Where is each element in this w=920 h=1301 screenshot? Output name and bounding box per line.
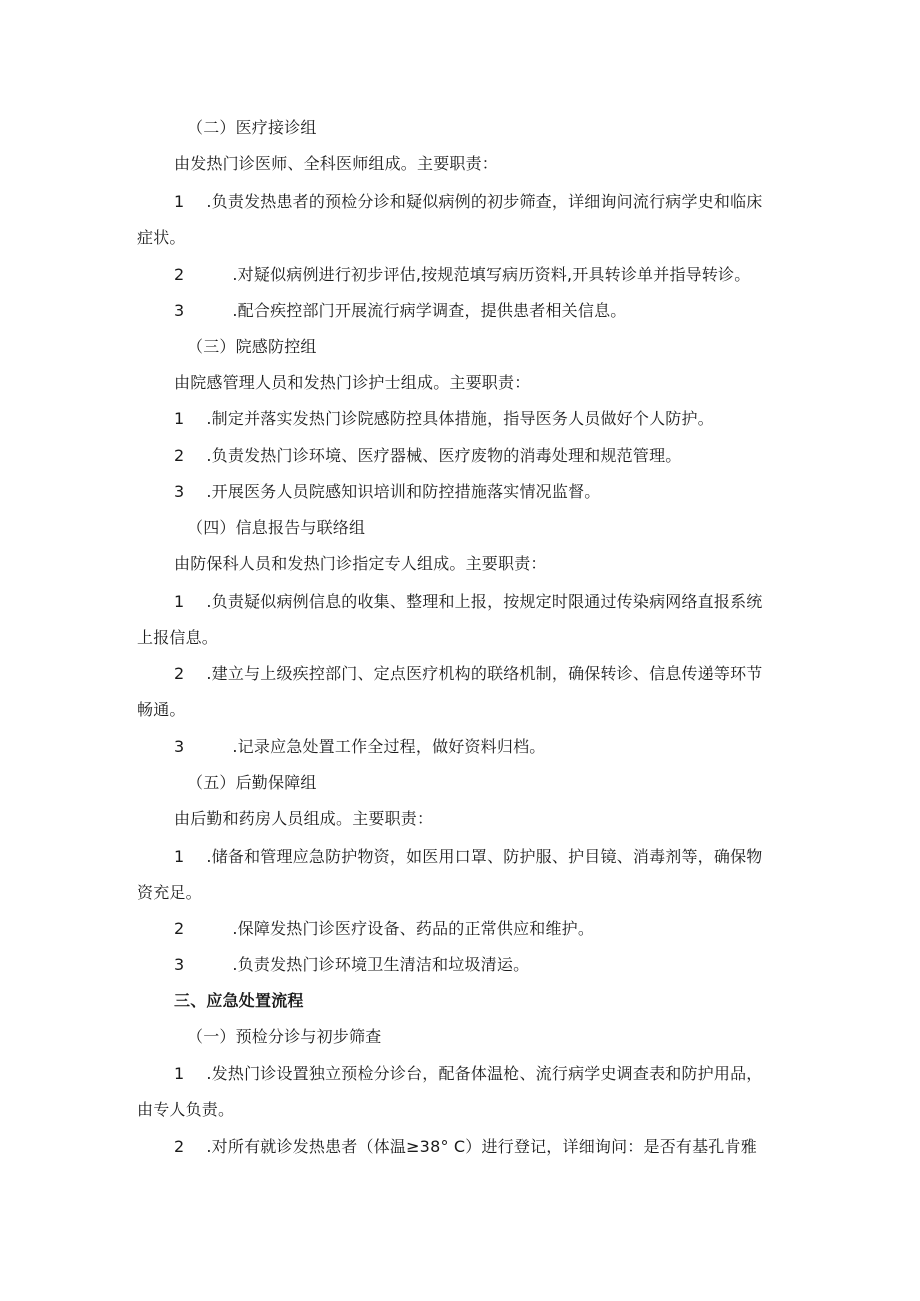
list-item-number: 2	[174, 265, 185, 284]
line-text: （一）预检分诊与初步筛查	[187, 1027, 382, 1046]
list-item-number: 2	[174, 1137, 185, 1156]
line-text: .负责疑似病例信息的收集、整理和上报，按规定时限通过传染病网络直报系统	[206, 592, 763, 611]
line-text: .保障发热门诊医疗设备、药品的正常供应和维护。	[232, 919, 595, 938]
list-item	[174, 737, 545, 757]
paragraph-line	[174, 554, 547, 574]
line-text: 三、应急处置流程	[174, 991, 304, 1010]
line-text: 由发热门诊医师、全科医师组成。主要职责：	[174, 154, 499, 173]
list-item	[174, 1137, 757, 1157]
list-item-number: 2	[174, 919, 185, 938]
list-item	[174, 446, 681, 466]
line-text: .制定并落实发热门诊院感防控具体措施，指导医务人员做好个人防护。	[206, 409, 714, 428]
line-text: .发热门诊设置独立预检分诊台，配备体温枪、流行病学史调查表和防护用品，	[206, 1064, 763, 1083]
line-text: .负责发热患者的预检分诊和疑似病例的初步筛查，详细询问流行病学史和临床	[206, 192, 763, 211]
list-item	[174, 919, 594, 939]
line-text: .记录应急处置工作全过程，做好资料归档。	[232, 737, 546, 756]
line-text: 由院感管理人员和发热门诊护士组成。主要职责：	[174, 373, 531, 392]
list-item	[174, 664, 762, 684]
list-item-continuation	[137, 228, 186, 248]
list-item-number: 1	[174, 409, 185, 428]
list-item-continuation	[137, 883, 202, 903]
line-text: .对所有就诊发热患者（体温≥38° C）进行登记，详细询问：是否有基孔肯雅	[206, 1137, 757, 1156]
list-item-number: 2	[174, 664, 185, 683]
line-text: .负责发热门诊环境、医疗器械、医疗废物的消毒处理和规范管理。	[206, 446, 682, 465]
line-text: .配合疾控部门开展流行病学调查，提供患者相关信息。	[232, 301, 627, 320]
list-item	[174, 265, 750, 285]
list-item	[174, 301, 626, 321]
section-heading	[187, 518, 365, 538]
list-item-continuation	[137, 700, 186, 720]
line-text: （五）后勤保障组	[187, 773, 317, 792]
list-item-continuation	[137, 1100, 234, 1120]
line-text: 上报信息。	[137, 628, 219, 647]
list-item	[174, 847, 762, 867]
section-heading	[187, 773, 317, 793]
list-item-number: 2	[174, 446, 185, 465]
list-item-number: 1	[174, 847, 185, 866]
list-item-number: 3	[174, 301, 185, 320]
section-heading	[187, 118, 317, 138]
line-text: .开展医务人员院感知识培训和防控措施落实情况监督。	[206, 482, 601, 501]
section-heading	[187, 337, 317, 357]
line-text: 资充足。	[137, 883, 202, 902]
list-item	[174, 592, 762, 612]
list-item-number: 3	[174, 482, 185, 501]
list-item-number: 3	[174, 737, 185, 756]
line-text: 症状。	[137, 228, 186, 247]
list-item-number: 1	[174, 192, 185, 211]
line-text: （三）院感防控组	[187, 337, 317, 356]
list-item-number: 1	[174, 592, 185, 611]
list-item	[174, 955, 529, 975]
chapter-heading	[174, 991, 304, 1011]
line-text: 由后勤和药房人员组成。主要职责：	[174, 809, 434, 828]
paragraph-line	[174, 154, 498, 174]
list-item	[174, 192, 762, 212]
list-item	[174, 409, 714, 429]
list-item-number: 3	[174, 955, 185, 974]
line-text: 由防保科人员和发热门诊指定专人组成。主要职责：	[174, 554, 547, 573]
line-text: .建立与上级疾控部门、定点医疗机构的联络机制，确保转诊、信息传递等环节	[206, 664, 763, 683]
paragraph-line	[174, 809, 433, 829]
line-text: 畅通。	[137, 700, 186, 719]
list-item-number: 1	[174, 1064, 185, 1083]
line-text: .储备和管理应急防护物资，如医用口罩、防护服、护目镜、消毒剂等，确保物	[206, 847, 763, 866]
line-text: （四）信息报告与联络组	[187, 518, 366, 537]
list-item-continuation	[137, 628, 218, 648]
section-heading	[187, 1027, 381, 1047]
line-text: .负责发热门诊环境卫生清洁和垃圾清运。	[232, 955, 530, 974]
list-item	[174, 1064, 762, 1084]
paragraph-line	[174, 373, 530, 393]
line-text: （二）医疗接诊组	[187, 118, 317, 137]
line-text: 由专人负责。	[137, 1100, 235, 1119]
list-item	[174, 482, 600, 502]
line-text: .对疑似病例进行初步评估,按规范填写病历资料,开具转诊单并指导转诊。	[232, 265, 751, 284]
